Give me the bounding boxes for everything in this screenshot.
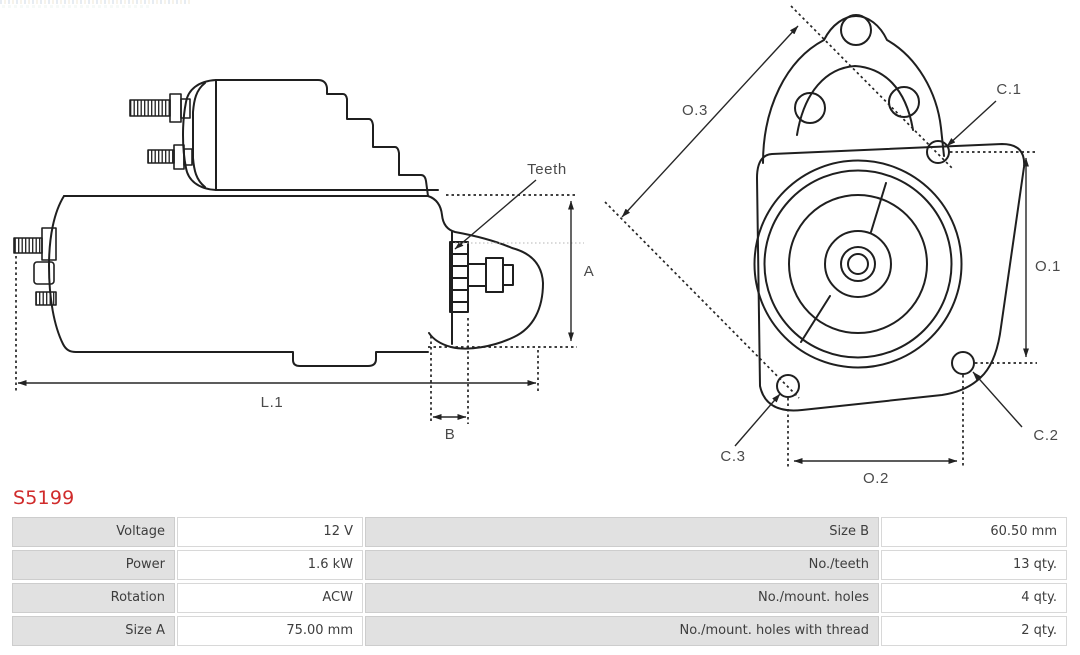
spec-value-power: 1.6 kW — [177, 550, 363, 580]
spec-label-teeth: No./teeth — [365, 550, 879, 580]
spec-value-voltage: 12 V — [177, 517, 363, 547]
spec-value-rotation: ACW — [177, 583, 363, 613]
side-view-dimensions — [16, 180, 584, 424]
dim-label-a: A — [583, 263, 595, 280]
spec-label-mount-holes: No./mount. holes — [365, 583, 879, 613]
dim-label-c2: C.2 — [1033, 427, 1059, 444]
spec-label-rotation: Rotation — [12, 583, 175, 613]
dim-label-teeth: Teeth — [527, 161, 567, 178]
dim-label-c1: C.1 — [996, 81, 1022, 98]
crown-bracket — [763, 16, 944, 163]
dim-label-b: B — [444, 426, 456, 443]
part-number: S5199 — [13, 487, 75, 509]
crown-hole-top — [841, 15, 871, 45]
dim-label-c3: C.3 — [720, 448, 746, 465]
solenoid — [183, 80, 438, 196]
dim-label-o2: O.2 — [863, 470, 889, 487]
spec-label-size-b: Size B — [365, 517, 879, 547]
spec-label-mount-holes-thread: No./mount. holes with thread — [365, 616, 879, 646]
front-view — [755, 15, 1025, 411]
mount-hole-c2 — [952, 352, 974, 374]
spec-label-power: Power — [12, 550, 175, 580]
spec-table — [12, 517, 1067, 646]
pinion-gear — [450, 242, 513, 312]
dim-label-o3: O.3 — [682, 102, 708, 119]
front-view-dimensions — [605, 6, 1037, 468]
dim-label-l1: L.1 — [260, 394, 284, 411]
side-view — [14, 80, 543, 366]
housing-circles — [755, 161, 962, 368]
mount-hole-c1 — [927, 141, 949, 163]
dim-label-o1: O.1 — [1035, 258, 1061, 275]
spec-value-mount-holes: 4 qty. — [881, 583, 1067, 613]
spec-label-size-a: Size A — [12, 616, 175, 646]
spec-value-teeth: 13 qty. — [881, 550, 1067, 580]
spec-value-mount-holes-thread: 2 qty. — [881, 616, 1067, 646]
mounting-flange — [757, 144, 1024, 411]
spec-value-size-a: 75.00 mm — [177, 616, 363, 646]
spec-value-size-b: 60.50 mm — [881, 517, 1067, 547]
motor-body — [49, 196, 428, 366]
spec-label-voltage: Voltage — [12, 517, 175, 547]
